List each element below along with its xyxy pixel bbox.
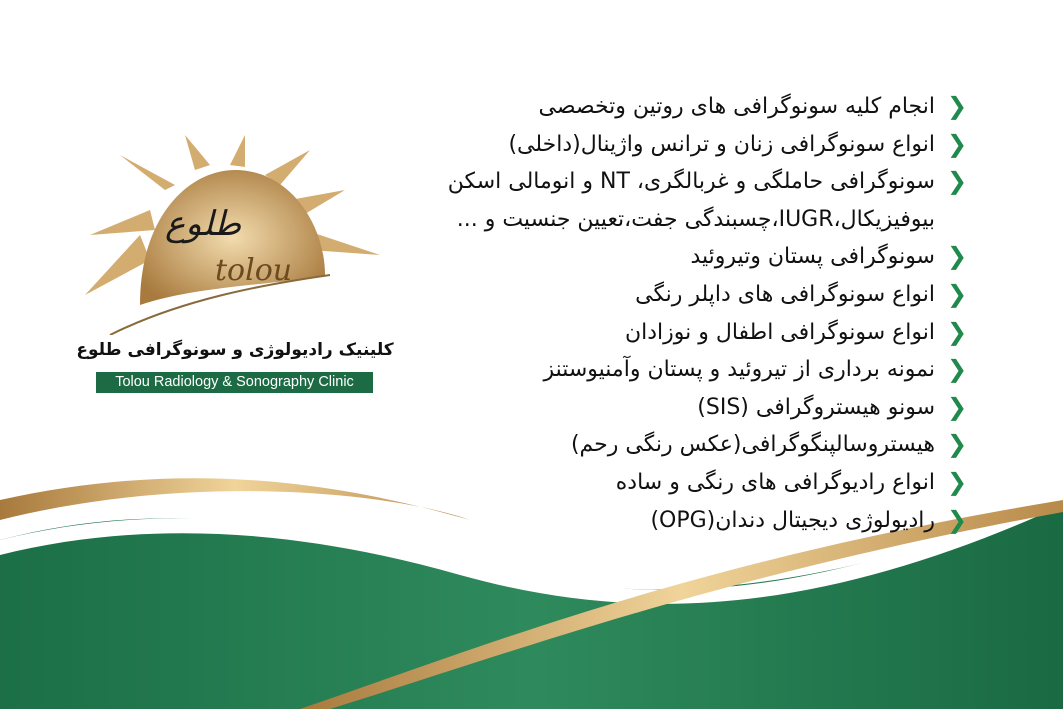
chevron-icon: ❯ xyxy=(946,129,968,158)
service-text: نمونه برداری از تیروئید و پستان وآمنیوستنز xyxy=(543,357,935,383)
clinic-logo xyxy=(80,135,390,335)
service-item xyxy=(411,314,971,352)
service-item xyxy=(411,88,971,126)
chevron-icon: ❯ xyxy=(946,430,968,459)
service-text: سونوگرافی حاملگی و غربالگری، NT و انومالی اسکن xyxy=(447,169,935,195)
chevron-icon: ❯ xyxy=(946,467,968,496)
chevron-icon: ❯ xyxy=(946,355,968,384)
service-item xyxy=(411,389,971,427)
chevron-icon: ❯ xyxy=(946,505,968,534)
service-text: رادیولوژی دیجیتال دندان(OPG) xyxy=(650,507,935,533)
service-text: بیوفیزیکال،IUGR،چسبندگی جفت،تعیین جنسیت و ... xyxy=(456,206,935,232)
chevron-icon: ❯ xyxy=(946,167,968,196)
service-text: سونو هیستروگرافی (SIS) xyxy=(697,394,935,420)
clinic-name-fa: کلینیک رادیولوژی و سونوگرافی طلوع xyxy=(76,340,394,360)
service-item xyxy=(411,126,971,164)
service-text: انجام کلیه سونوگرافی های روتین وتخصصی xyxy=(538,94,935,119)
service-item xyxy=(411,351,971,389)
service-text: انواع سونوگرافی زنان و ترانس واژینال(داخلی) xyxy=(508,131,935,157)
chevron-icon: ❯ xyxy=(946,317,968,346)
service-item xyxy=(411,276,971,314)
service-item xyxy=(411,502,971,540)
chevron-icon: ❯ xyxy=(946,392,968,421)
service-text: انواع سونوگرافی اطفال و نوزادان xyxy=(624,319,935,345)
chevron-icon: ❯ xyxy=(946,242,968,271)
service-item xyxy=(411,464,971,502)
service-text: هیستروسالپنگوگرافی(عکس رنگی رحم) xyxy=(570,432,935,458)
service-item xyxy=(411,201,971,239)
service-text: انواع سونوگرافی های داپلر رنگی xyxy=(635,281,935,307)
service-item xyxy=(411,238,971,276)
logo-wordmark-en: tolou xyxy=(215,253,293,288)
chevron-icon: ❯ xyxy=(946,92,968,120)
logo-wordmark-fa: طلوع xyxy=(165,204,242,244)
chevron-icon: ❯ xyxy=(946,279,968,308)
clinic-name-en: Tolou Radiology & Sonography Clinic xyxy=(96,372,373,393)
service-text: سونوگرافی پستان وتیروئید xyxy=(690,244,935,270)
service-item xyxy=(411,163,971,201)
services-list xyxy=(411,88,971,539)
service-text: انواع رادیوگرافی های رنگی و ساده xyxy=(615,469,935,495)
service-item xyxy=(411,426,971,464)
